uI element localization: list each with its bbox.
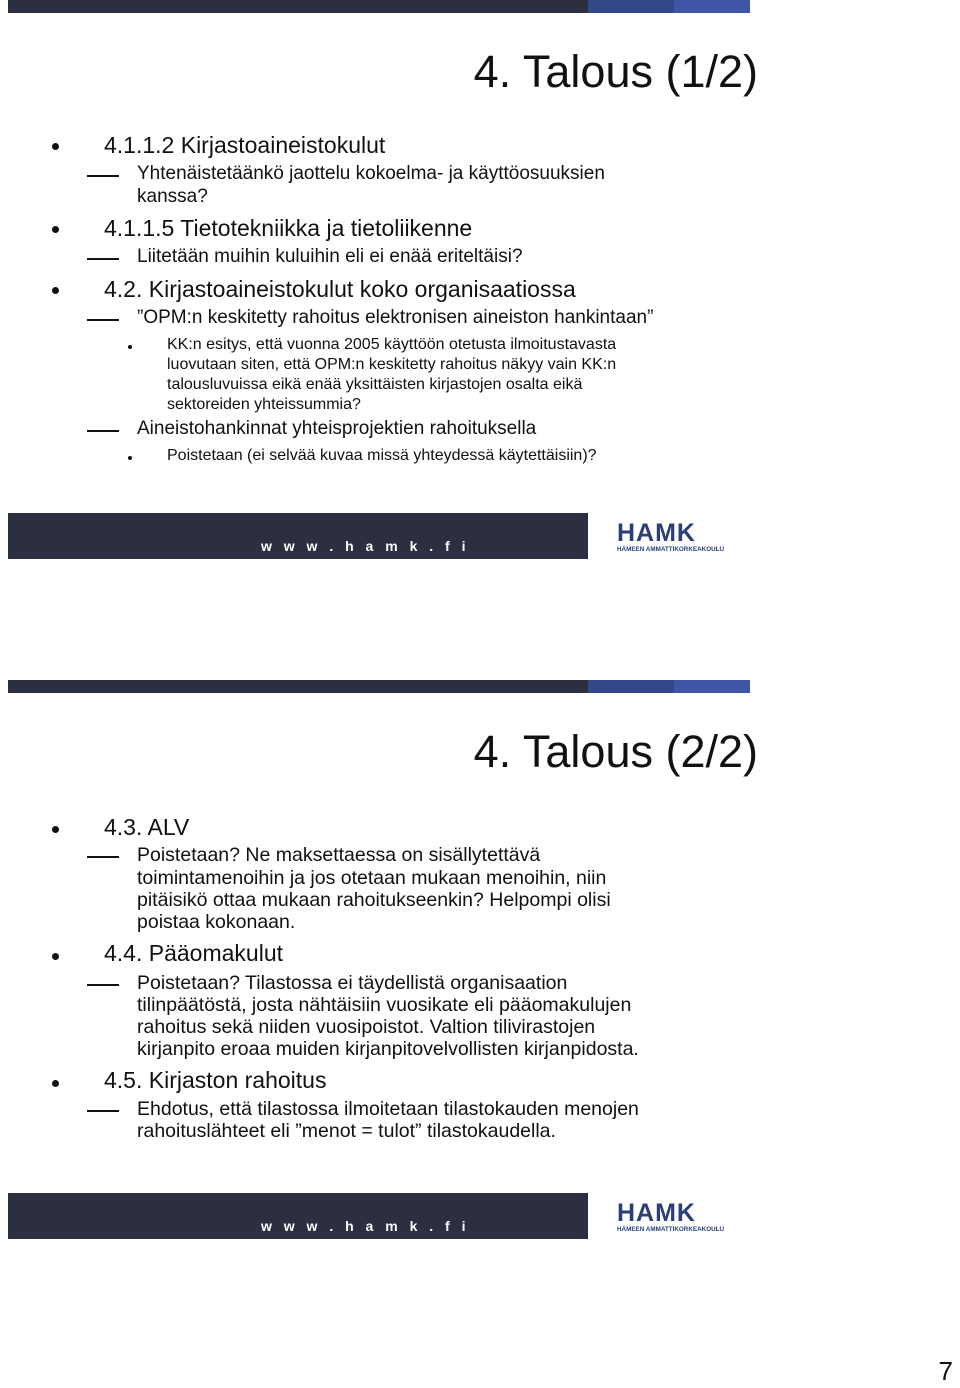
small-bullet [128, 345, 132, 349]
logo-text: HAMK [617, 1199, 696, 1227]
bullet-text: 4.3. ALV [104, 814, 190, 840]
dash [87, 319, 119, 321]
sub-bullet-text: Poistetaan? Tilastossa ei täydellistä organisaation [137, 972, 568, 994]
sub-bullet-text-cont: pitäisikö ottaa mukaan rahoitukseenkin? Helpompi olisi [137, 889, 611, 911]
logo-subtext: HÄMEEN AMMATTIKORKEAKOULU [617, 546, 725, 553]
dash [87, 984, 119, 986]
slide-top-bar [8, 680, 750, 693]
sub-bullet-text-cont: rahoitus sekä niiden vuosipoistot. Valtion tilivirastojen [137, 1016, 596, 1038]
sub-bullet-text-cont: poistaa kokonaan. [137, 911, 296, 933]
bullet [52, 953, 59, 960]
footer-url: w w w . h a m k . f i [261, 538, 470, 554]
dash [87, 175, 119, 177]
dash [87, 258, 119, 260]
sub-bullet-text: Yhtenäistetäänkö jaottelu kokoelma- ja käyttöosuuksien [137, 163, 605, 184]
sub-sub-bullet-text-cont: luovutaan siten, että OPM:n keskitetty rahoitus näkyy vain KK:n [167, 356, 617, 373]
sub-sub-bullet-text-cont: talousluvuissa eikä enää yksittäisten kirjastojen osalta eikä [167, 376, 583, 393]
logo-text: HAMK [617, 519, 696, 547]
bullet [52, 226, 59, 233]
sub-sub-bullet-text: KK:n esitys, että vuonna 2005 käyttöön otetusta ilmoitustavasta [167, 336, 617, 353]
page-number: 7 [938, 1356, 953, 1386]
bullet-text: 4.1.1.5 Tietotekniikka ja tietoliikenne [104, 215, 473, 241]
hamk-logo [614, 1199, 740, 1233]
bullet [52, 143, 59, 150]
dash [87, 856, 119, 858]
slide-title: 4. Talous (1/2) [473, 46, 758, 97]
sub-bullet-text: Poistetaan? Ne maksettaessa on sisällytettävä [137, 844, 541, 866]
slide-footer [8, 513, 750, 559]
bullet-text: 4.4. Pääomakulut [104, 940, 284, 966]
slide-footer [8, 1193, 750, 1239]
bullet [52, 287, 59, 294]
bullet [52, 826, 59, 833]
dash [87, 430, 119, 432]
sub-sub-bullet-text: Poistetaan (ei selvää kuvaa missä yhteydessä käytettäisiin)? [167, 447, 597, 464]
small-bullet [128, 456, 132, 460]
slide-top-bar [8, 0, 750, 13]
sub-bullet-text-cont: kirjanpito eroaa muiden kirjanpitovelvollisten kirjanpidosta. [137, 1038, 639, 1060]
sub-bullet-text-cont: tilinpäätöstä, josta nähtäisiin vuosikate eli pääomakulujen [137, 994, 632, 1016]
dash [87, 1110, 119, 1112]
sub-sub-bullet-text-cont: sektoreiden yhteissummia? [167, 396, 361, 413]
sub-bullet-text-cont: rahoituslähteet eli ”menot = tulot” tilastokaudella. [137, 1120, 556, 1142]
bullet-text: 4.5. Kirjaston rahoitus [104, 1067, 327, 1093]
slide-1 [0, 0, 760, 570]
footer-url: w w w . h a m k . f i [261, 1218, 470, 1234]
hamk-logo [614, 519, 740, 553]
slide-title: 4. Talous (2/2) [473, 726, 758, 777]
slide-2 [0, 680, 760, 1250]
sub-bullet-text: ”OPM:n keskitetty rahoitus elektronisen aineiston hankintaan” [137, 307, 654, 328]
sub-bullet-text-cont: toimintamenoihin ja jos otetaan mukaan menoihin, niin [137, 867, 607, 889]
sub-bullet-text: Aineistohankinnat yhteisprojektien rahoituksella [137, 418, 537, 439]
sub-bullet-text: Ehdotus, että tilastossa ilmoitetaan tilastokauden menojen [137, 1098, 639, 1120]
sub-bullet-text: Liitetään muihin kuluihin eli ei enää eriteltäisi? [137, 246, 523, 267]
sub-bullet-text-cont: kanssa? [137, 186, 208, 207]
bullet [52, 1080, 59, 1087]
logo-subtext: HÄMEEN AMMATTIKORKEAKOULU [617, 1226, 725, 1233]
bullet-text: 4.2. Kirjastoaineistokulut koko organisaatiossa [104, 276, 576, 302]
bullet-text: 4.1.1.2 Kirjastoaineistokulut [104, 132, 386, 158]
